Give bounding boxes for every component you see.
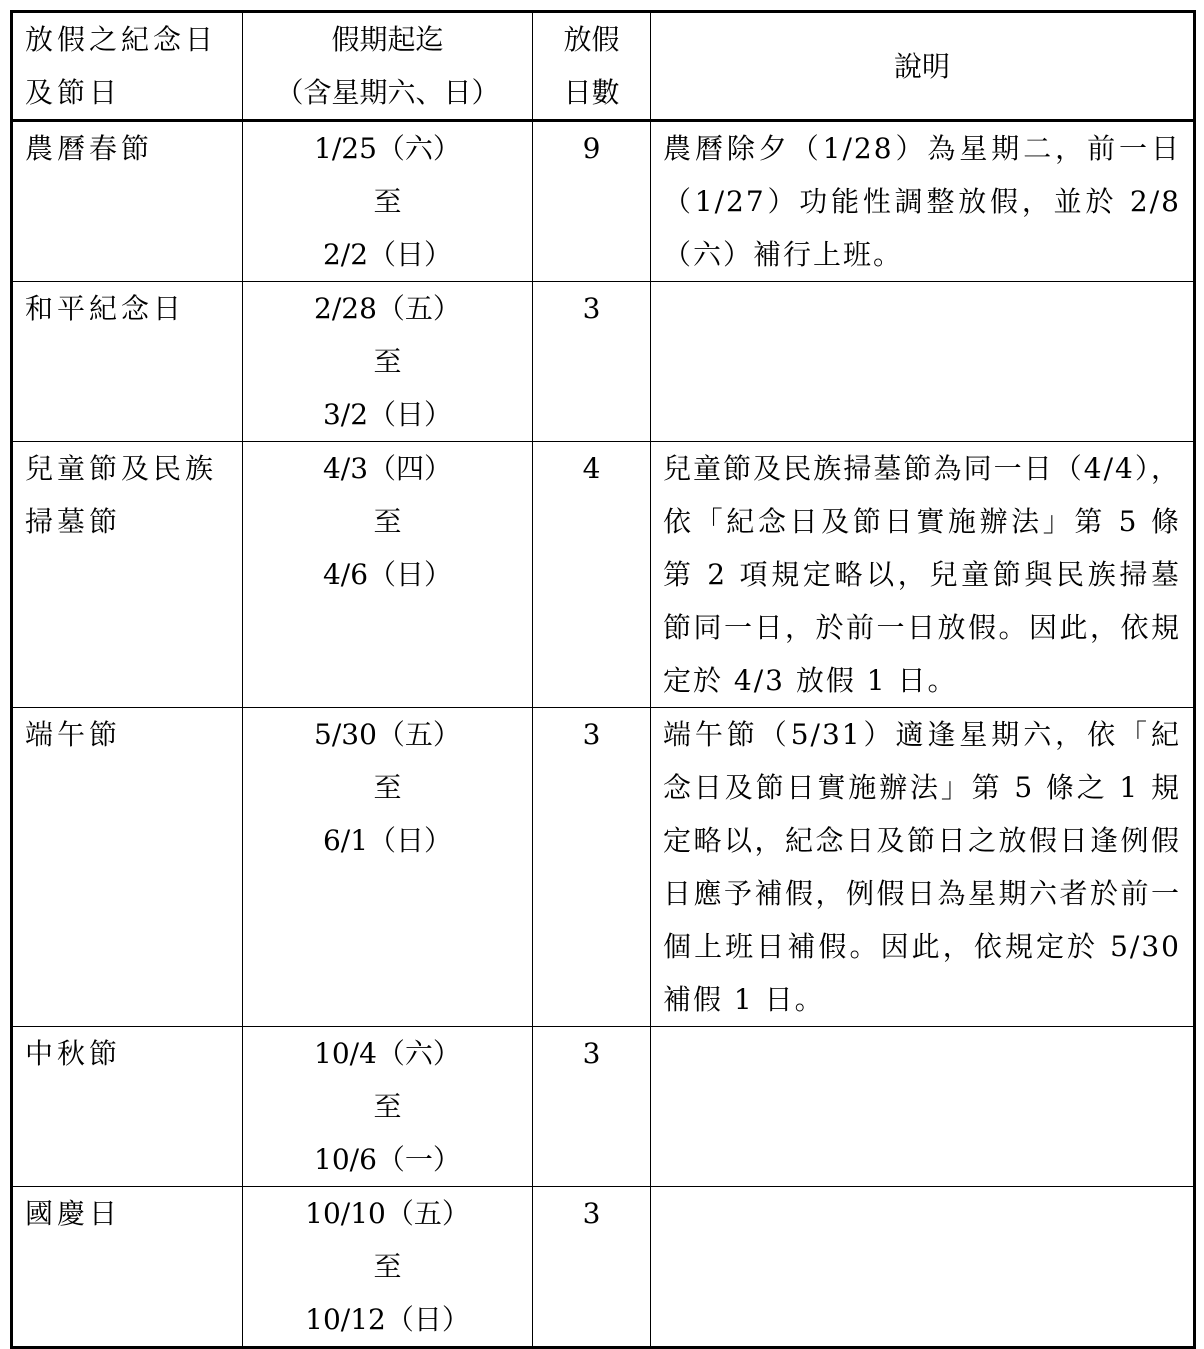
- holiday-desc: 兒童節及民族掃墓節為同一日（4/4），依「紀念日及節日實施辦法」第 5 條第 2 項規定略以，兒童節與民族掃墓節同一日，於前一日放假。因此，依規定於 4/3 放假 1 日。: [651, 442, 1195, 708]
- period-end: 3/2（日）: [322, 398, 453, 431]
- period-start: 1/25（六）: [314, 132, 461, 165]
- period-end: 4/6（日）: [322, 558, 453, 591]
- period-to: 至: [373, 771, 402, 804]
- header-desc: 說明: [651, 12, 1195, 121]
- period-to: 至: [373, 505, 402, 538]
- header-period: [243, 12, 533, 121]
- table-row: [12, 708, 1195, 1027]
- holiday-name: 端午節: [12, 708, 243, 1027]
- header-period-line1: 假期起迄: [331, 23, 444, 56]
- period-start: 10/10（五）: [305, 1197, 470, 1230]
- period-to: 至: [373, 345, 402, 378]
- holiday-period: [243, 282, 533, 442]
- holiday-days: 3: [533, 708, 651, 1027]
- holiday-days: 3: [533, 1027, 651, 1187]
- holiday-period: [243, 1027, 533, 1187]
- period-end: 6/1（日）: [322, 824, 453, 857]
- header-period-line2: （含星期六、日）: [275, 76, 500, 109]
- period-end: 10/6（一）: [314, 1143, 461, 1176]
- holiday-desc: 農曆除夕（1/28）為星期二，前一日（1/27）功能性調整放假，並於 2/8（六）補行上班。: [651, 121, 1195, 282]
- period-end: 2/2（日）: [322, 238, 453, 271]
- holiday-days: 4: [533, 442, 651, 708]
- header-days: [533, 12, 651, 121]
- holiday-name: 和平紀念日: [12, 282, 243, 442]
- header-name-line2: 及節日: [25, 76, 122, 109]
- holiday-period: [243, 1187, 533, 1348]
- table-row: [12, 282, 1195, 442]
- period-end: 10/12（日）: [305, 1303, 470, 1336]
- table-header: [12, 12, 1195, 121]
- header-name-line1: 放假之紀念日: [25, 23, 218, 56]
- holiday-table: [10, 10, 1196, 1349]
- holiday-name: 中秋節: [12, 1027, 243, 1187]
- holiday-period: [243, 708, 533, 1027]
- header-days-line1: 放假: [563, 23, 620, 56]
- period-start: 4/3（四）: [322, 452, 453, 485]
- holiday-name: 農曆春節: [12, 121, 243, 282]
- table-row: [12, 442, 1195, 708]
- holiday-name: 兒童節及民族掃墓節: [12, 442, 243, 708]
- holiday-days: 3: [533, 1187, 651, 1348]
- holiday-name: 國慶日: [12, 1187, 243, 1348]
- holiday-desc: [651, 1027, 1195, 1187]
- header-days-line2: 日數: [563, 76, 620, 109]
- header-name: [12, 12, 243, 121]
- holiday-desc: [651, 1187, 1195, 1348]
- table-body: [12, 121, 1195, 1348]
- table-row: [12, 121, 1195, 282]
- holiday-period: [243, 121, 533, 282]
- period-start: 2/28（五）: [314, 292, 461, 325]
- holiday-days: 9: [533, 121, 651, 282]
- holiday-period: [243, 442, 533, 708]
- period-start: 5/30（五）: [314, 718, 461, 751]
- period-to: 至: [373, 1250, 402, 1283]
- table-row: [12, 1027, 1195, 1187]
- period-to: 至: [373, 185, 402, 218]
- holiday-desc: [651, 282, 1195, 442]
- holiday-days: 3: [533, 282, 651, 442]
- holiday-desc: 端午節（5/31）適逢星期六，依「紀念日及節日實施辦法」第 5 條之 1 規定略以，紀念日及節日之放假日逢例假日應予補假，例假日為星期六者於前一個上班日補假。因此，依規定於 5/30 補假 1 日。: [651, 708, 1195, 1027]
- period-start: 10/4（六）: [314, 1037, 461, 1070]
- period-to: 至: [373, 1090, 402, 1123]
- table-row: [12, 1187, 1195, 1348]
- header-row: [12, 12, 1195, 121]
